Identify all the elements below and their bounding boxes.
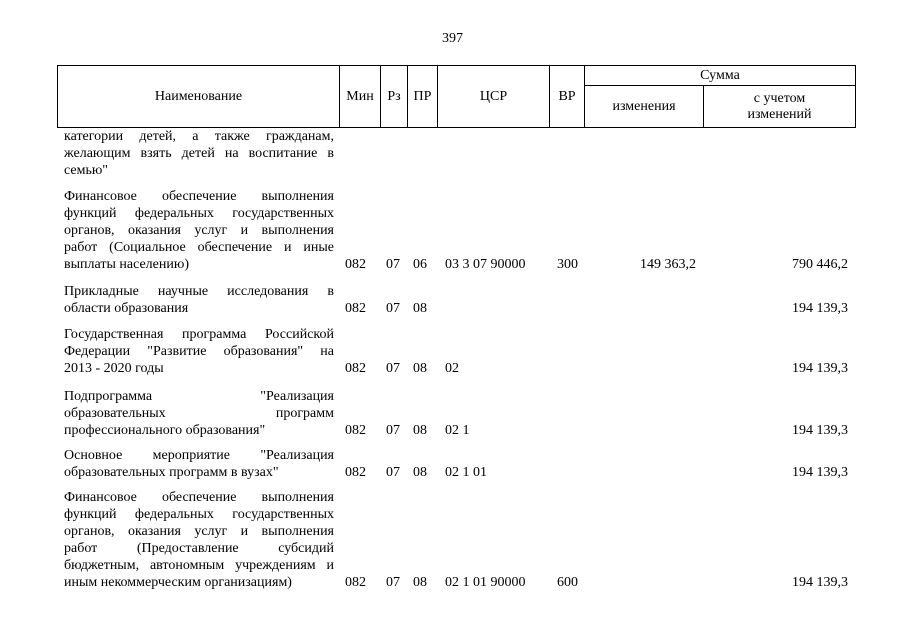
row-min: 082 (345, 575, 366, 590)
row-name-line: бюджетным, автономным учреждениям и (64, 558, 334, 573)
row-name-line: Основное мероприятие "Реализация (64, 448, 334, 463)
row-name-line: функций федеральных государственных (64, 206, 334, 221)
row-pr: 08 (413, 575, 427, 590)
row-sum-total: 194 139,3 (792, 361, 848, 376)
row-name-line: семью" (64, 163, 109, 178)
row-rz: 07 (386, 257, 400, 272)
row-name-line: желающим взять детей на воспитание в (64, 146, 334, 161)
row-csr: 02 1 01 90000 (445, 575, 526, 590)
row-name-line: выплаты населению) (64, 257, 189, 272)
row-sum-total: 194 139,3 (792, 465, 848, 480)
header-izmeneniya: изменения (585, 86, 704, 128)
row-rz: 07 (386, 465, 400, 480)
row-name-line: Финансовое обеспечение выполнения (64, 189, 334, 204)
row-pr: 08 (413, 361, 427, 376)
row-name-line: органов, оказания услуг и выполнения (64, 524, 334, 539)
row-pr: 08 (413, 301, 427, 316)
row-vr: 300 (557, 257, 578, 272)
header-rz: Рз (381, 66, 408, 128)
row-name-line: работ (Социальное обеспечение и иные (64, 240, 334, 255)
header-s-uchetom: с учетом изменений (704, 86, 856, 128)
row-name-line: 2013 - 2020 годы (64, 361, 164, 376)
row-name-line: Прикладные научные исследования в (64, 284, 334, 299)
row-vr: 600 (557, 575, 578, 590)
header-csr: ЦСР (438, 66, 550, 128)
row-name-line: органов, оказания услуг и выполнения (64, 223, 334, 238)
row-min: 082 (345, 423, 366, 438)
row-min: 082 (345, 361, 366, 376)
row-name (64, 283, 334, 317)
header-summa: Сумма (585, 66, 856, 86)
header-name: Наименование (58, 66, 340, 128)
row-min: 082 (345, 301, 366, 316)
row-name-line: функций федеральных государственных (64, 507, 334, 522)
page-number: 397 (442, 31, 463, 46)
row-name-line: иным некоммерческим организациям) (64, 575, 292, 590)
row-sum-total: 194 139,3 (792, 575, 848, 590)
row-name (64, 388, 334, 439)
header-pr: ПР (408, 66, 438, 128)
row-name-line: Подпрограмма "Реализация (64, 389, 334, 404)
row-pr: 06 (413, 257, 427, 272)
row-rz: 07 (386, 361, 400, 376)
row-izmeneniya: 149 363,2 (640, 257, 696, 272)
row-rz: 07 (386, 301, 400, 316)
row-csr: 02 (445, 361, 459, 376)
row-csr: 03 3 07 90000 (445, 257, 526, 272)
header-min: Мин (340, 66, 381, 128)
row-name-line: Государственная программа Российской (64, 327, 334, 342)
row-name (64, 489, 334, 591)
row-name-line: Финансовое обеспечение выполнения (64, 490, 334, 505)
row-name-line: работ (Предоставление субсидий (64, 541, 334, 556)
row-rz: 07 (386, 575, 400, 590)
row-name-line: Федерации "Развитие образования" на (64, 344, 334, 359)
row-sum-total: 194 139,3 (792, 301, 848, 316)
row-min: 082 (345, 465, 366, 480)
row-name (64, 128, 334, 179)
row-name (64, 326, 334, 377)
row-csr: 02 1 01 (445, 465, 487, 480)
row-name (64, 188, 334, 273)
row-min: 082 (345, 257, 366, 272)
row-rz: 07 (386, 423, 400, 438)
row-pr: 08 (413, 423, 427, 438)
row-sum-total: 790 446,2 (792, 257, 848, 272)
row-name-line: категории детей, а также гражданам, (64, 129, 334, 144)
row-name-line: профессионального образования" (64, 423, 266, 438)
row-name-line: образовательных программ (64, 406, 334, 421)
row-name-line: области образования (64, 301, 189, 316)
row-pr: 08 (413, 465, 427, 480)
table-header (57, 65, 856, 128)
header-vr: ВР (550, 66, 585, 128)
row-name (64, 447, 334, 481)
row-name-line: образовательных программ в вузах" (64, 465, 279, 480)
row-sum-total: 194 139,3 (792, 423, 848, 438)
row-csr: 02 1 (445, 423, 470, 438)
